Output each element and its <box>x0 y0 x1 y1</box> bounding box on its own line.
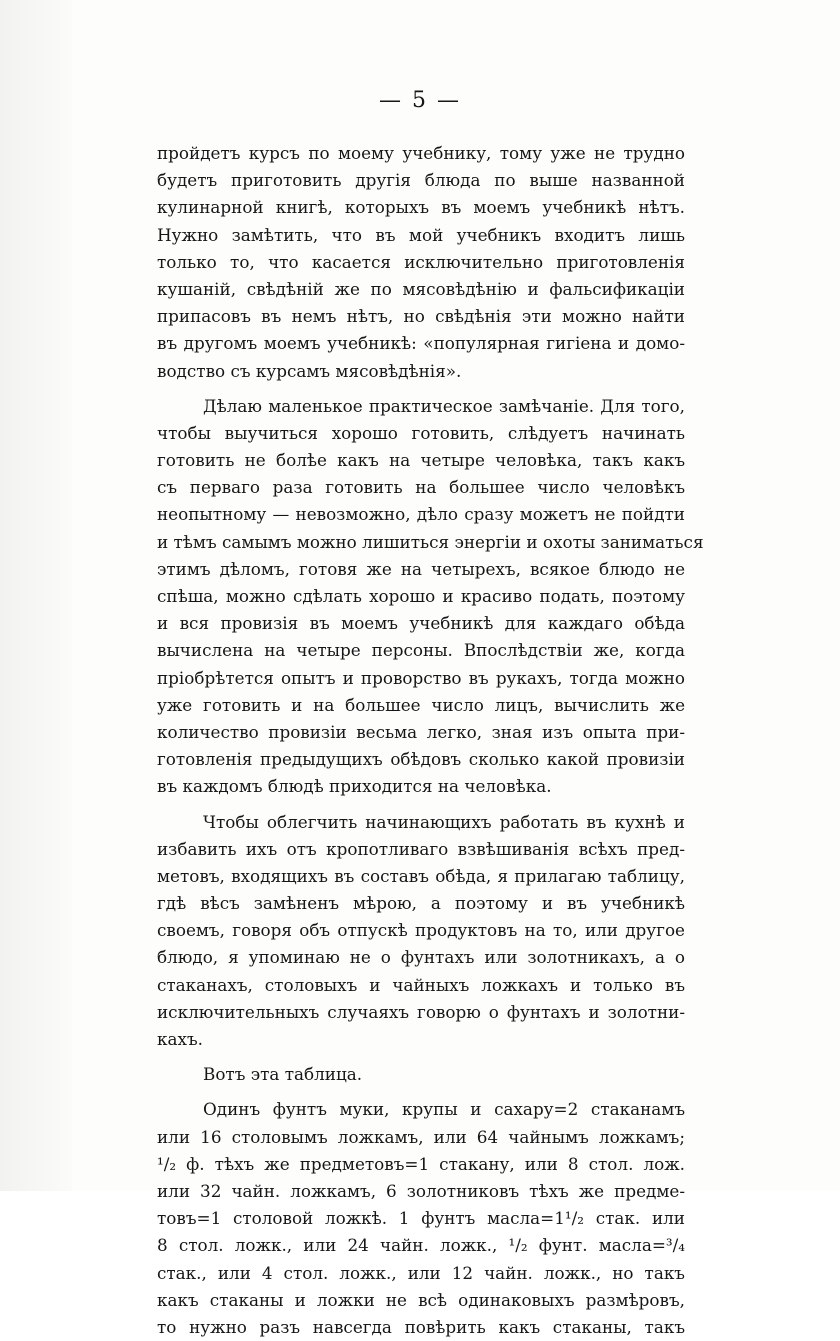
text-line: то нужно разъ навсегда повѣрить какъ стаканы, такъ <box>157 1316 685 1337</box>
text-line: метовъ, входящихъ въ составъ обѣда, я прилагаю таблицу, <box>157 865 685 886</box>
text-line: стак., или 4 стол. ложк., или 12 чайн. ложк., но такъ <box>157 1262 685 1283</box>
text-line: блюдо, я упоминаю не о фунтахъ или золотникахъ, а о <box>157 947 685 968</box>
paragraph-gap <box>157 1053 685 1061</box>
paragraph-gap <box>157 385 685 393</box>
paragraph-gap <box>157 1088 685 1096</box>
text-line: кулинарной книгѣ, которыхъ въ моемъ учебникѣ нѣтъ. <box>157 197 685 218</box>
text-line: стаканахъ, столовыхъ и чайныхъ ложкахъ и только въ <box>157 974 685 995</box>
body-text <box>157 140 704 1341</box>
text-line: вычислена на четыре персоны. Впослѣдствіи же, когда <box>157 640 685 661</box>
text-line: количество провизіи весьма легко, зная изъ опыта при- <box>157 721 685 742</box>
text-line: своемъ, говоря объ отпускѣ продуктовъ на то, или другое <box>157 920 685 941</box>
text-line: кахъ. <box>157 1029 203 1049</box>
text-line: неопытному — невозможно, дѣло сразу можетъ не пойдти <box>157 504 685 525</box>
paragraph <box>157 1061 685 1088</box>
text-line: или 16 столовымъ ложкамъ, или 64 чайнымъ ложкамъ; <box>157 1126 685 1147</box>
text-line: Вотъ эта таблица. <box>203 1064 363 1085</box>
text-line: пройдетъ курсъ по моему учебнику, тому уже не трудно <box>157 143 685 163</box>
paragraph <box>157 809 685 1054</box>
text-line: Нужно замѣтить, что въ мой учебникъ входитъ лишь <box>157 224 685 245</box>
text-line: спѣша, можно сдѣлать хорошо и красиво подать, поэтому <box>157 586 685 606</box>
text-line: припасовъ въ немъ нѣтъ, но свѣдѣнія эти можно найти <box>157 306 685 327</box>
text-line: водство съ курсамъ мясовѣдѣнія». <box>157 360 462 381</box>
page-number: — 5 — <box>379 88 461 113</box>
text-line: чтобы выучиться хорошо готовить, слѣдуетъ начинать <box>157 422 685 443</box>
text-line: въ другомъ моемъ учебникѣ: «популярная гигіена и домо- <box>157 333 685 354</box>
text-line: готовленія предыдущихъ обѣдовъ сколько какой провизіи <box>157 749 685 770</box>
text-line: исключительныхъ случаяхъ говорю о фунтахъ и золотни- <box>157 1001 685 1022</box>
text-line: будетъ приготовить другія блюда по выше названной <box>157 170 685 191</box>
paragraph-gap <box>157 801 685 809</box>
text-line: пріобрѣтется опытъ и проворство въ рукахъ, тогда можно <box>157 667 685 688</box>
text-line: и вся провизія въ моемъ учебникѣ для каждаго обѣда <box>157 613 685 634</box>
paragraph <box>157 140 685 385</box>
text-line: этимъ дѣломъ, готовя же на четырехъ, всякое блюдо не <box>157 558 685 579</box>
paragraph <box>157 1096 685 1341</box>
text-line: 8 стол. ложк., или 24 чайн. ложк., ¹/₂ фунт. масла=³/₄ <box>157 1235 685 1256</box>
text-line: гдѣ вѣсъ замѣненъ мѣрою, а поэтому и въ учебникѣ <box>157 893 685 914</box>
text-line: кушаній, свѣдѣній же по мясовѣдѣнію и фальсификаціи <box>157 278 685 299</box>
text-line: съ перваго раза готовить на большее число человѣкъ <box>157 477 685 498</box>
paragraph <box>157 393 704 801</box>
text-line: Дѣлаю маленькое практическое замѣчаніе. Для того, <box>203 395 685 416</box>
text-line: или 32 чайн. ложкамъ, 6 золотниковъ тѣхъ же предме- <box>157 1180 685 1201</box>
text-line: и тѣмъ самымъ можно лишиться энергіи и охоты заниматься <box>157 531 704 552</box>
text-line: товъ=1 столовой ложкѣ. 1 фунтъ масла=1¹/₂ стак. или <box>157 1208 685 1229</box>
text-line: Чтобы облегчить начинающихъ работать въ кухнѣ и <box>203 811 685 832</box>
text-line: уже готовить и на большее число лицъ, вычислить же <box>157 694 685 715</box>
text-line: избавить ихъ отъ кропотливаго взвѣшиванія всѣхъ пред- <box>157 838 685 859</box>
text-line: въ каждомъ блюдѣ приходится на человѣка. <box>157 776 552 797</box>
page-gutter <box>0 0 72 1191</box>
text-line: Одинъ фунтъ муки, крупы и сахару=2 стаканамъ <box>203 1099 685 1120</box>
text-line: только то, что касается исключительно приготовленія <box>157 251 685 272</box>
text-line: какъ стаканы и ложки не всѣ одинаковыхъ размѣровъ, <box>157 1289 685 1310</box>
text-line: готовить не болѣе какъ на четыре человѣка, такъ какъ <box>157 450 685 471</box>
text-line: ¹/₂ ф. тѣхъ же предметовъ=1 стакану, или 8 стол. лож. <box>157 1153 685 1174</box>
